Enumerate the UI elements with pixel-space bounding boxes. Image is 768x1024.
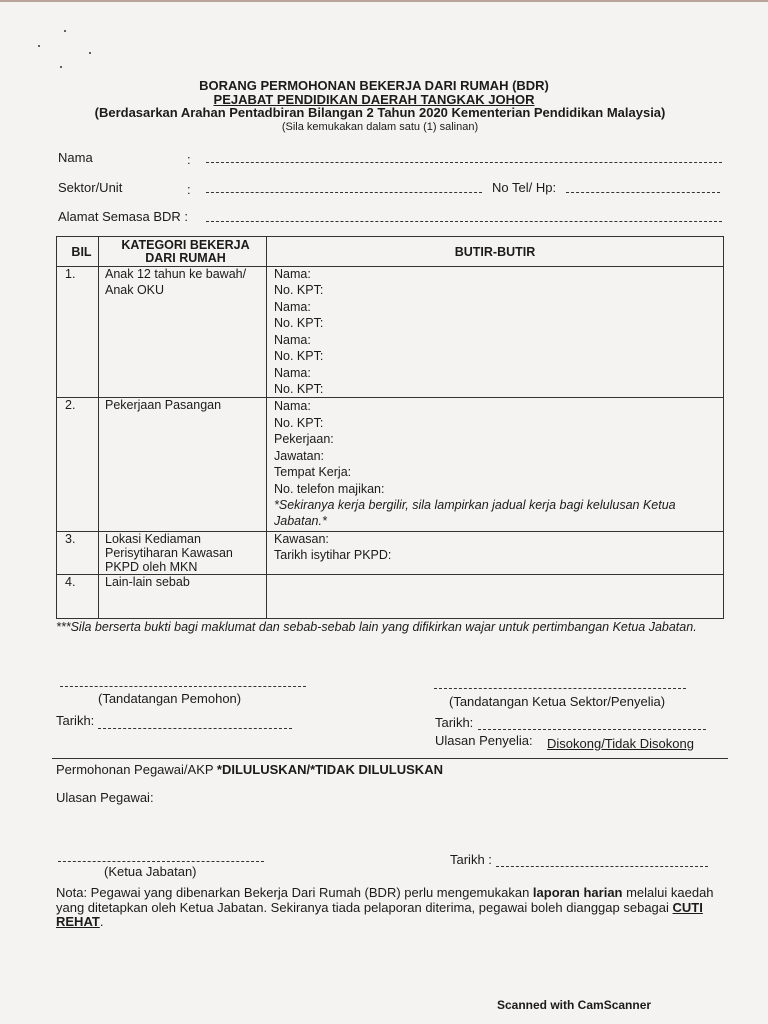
ulasan-penyelia-label: Ulasan Penyelia:: [435, 733, 533, 748]
header-bil: BIL: [57, 237, 99, 267]
table-row: [57, 398, 724, 532]
butir-line: Nama:: [274, 267, 311, 281]
category-text: PKPD oleh MKN: [105, 560, 198, 574]
pemohon-tarikh-label: Tarikh:: [56, 713, 95, 728]
category-text: Pekerjaan Pasangan: [105, 398, 222, 412]
colon: :: [187, 152, 191, 167]
butir-line: Tempat Kerja:: [274, 465, 352, 479]
table-row: [57, 267, 724, 398]
evidence-footnote: ***Sila berserta bukti bagi maklumat dan sebab-sebab lain yang difikirkan wajar untuk pertimbangan Ketua Jabatan.: [56, 620, 697, 634]
row-number: 2.: [57, 398, 99, 532]
nama-field[interactable]: [206, 162, 722, 163]
section-divider: [52, 758, 728, 759]
table-row: [57, 575, 724, 619]
penyelia-tarikh-field[interactable]: [478, 729, 706, 730]
approval-decision[interactable]: *DILULUSKAN/*TIDAK DILULUSKAN: [216, 762, 443, 777]
butir-line: No. telefon majikan:: [274, 481, 385, 496]
table-header-row: [57, 237, 724, 267]
category-text: Perisytiharan Kawasan: [105, 546, 233, 560]
butir-line: No. KPT:: [274, 415, 324, 430]
table-row: [57, 532, 724, 575]
approval-prefix: Permohonan Pegawai/AKP: [56, 762, 217, 777]
butir-cell[interactable]: [267, 575, 724, 619]
butir-line: No. KPT:: [274, 381, 324, 396]
scan-speck: [60, 66, 62, 68]
butir-line: Kawasan:: [274, 532, 329, 546]
butir-line: Jawatan:: [274, 448, 325, 463]
category-text: Anak OKU: [105, 282, 165, 297]
nota-cuti-rehat: CUTI REHAT: [56, 899, 703, 929]
row-number: 1.: [57, 267, 99, 398]
butir-line: Nama:: [274, 300, 311, 314]
penyelia-tarikh-label: Tarikh:: [435, 715, 474, 730]
nota-text: .: [99, 914, 104, 929]
nota-text: melalui kaedah yang ditetapkan oleh Ketua Jabatan. Sekiranya tiada pelaporan diterima, pegawai boleh dianggap sebagai: [56, 885, 714, 915]
approval-statement: [56, 762, 443, 777]
no-tel-label: No Tel/ Hp:: [492, 180, 557, 195]
category-text: Anak 12 tahun ke bawah/: [105, 267, 247, 281]
sektor-label: Sektor/Unit: [58, 180, 123, 195]
nota-paragraph: [56, 886, 732, 930]
rotating-shift-note: *Sekiranya kerja bergilir, sila lampirkan jadual kerja bagi kelulusan Ketua Jabatan.*: [274, 498, 676, 528]
pemohon-signature-line[interactable]: [60, 686, 306, 687]
header-kategori: KATEGORI BEKERJA DARI RUMAH: [99, 237, 267, 267]
form-title: BORANG PERMOHONAN BEKERJA DARI RUMAH (BDR): [199, 78, 549, 93]
category-table: [56, 236, 724, 619]
row-number: 4.: [57, 575, 99, 619]
office-name: PEJABAT PENDIDIKAN DAERAH TANGKAK JOHOR: [213, 92, 535, 107]
no-tel-field[interactable]: [566, 192, 720, 193]
ulasan-pegawai-label: Ulasan Pegawai:: [56, 790, 154, 805]
colon: :: [187, 182, 191, 197]
scan-speck: [64, 30, 66, 32]
butir-line: Nama:: [274, 366, 311, 380]
sektor-field[interactable]: [206, 192, 482, 193]
approval-tarikh-field[interactable]: [496, 866, 708, 867]
butir-line: Nama:: [274, 399, 311, 413]
butir-cell[interactable]: [267, 398, 724, 532]
nota-text: Nota: Pegawai yang dibenarkan Bekerja Dari Rumah (BDR) perlu mengemukakan: [56, 885, 533, 900]
alamat-field[interactable]: [206, 221, 722, 222]
category-text: Lain-lain sebab: [105, 575, 190, 589]
row-number: 3.: [57, 532, 99, 575]
butir-line: No. KPT:: [274, 348, 324, 363]
category-text: Lokasi Kediaman: [105, 532, 201, 546]
ketua-jabatan-signature-line[interactable]: [58, 861, 264, 862]
butir-line: No. KPT:: [274, 315, 324, 330]
nama-label: Nama: [58, 150, 93, 165]
butir-line: Tarikh isytihar PKPD:: [274, 547, 392, 562]
camscanner-watermark: Scanned with CamScanner: [497, 998, 652, 1012]
butir-cell[interactable]: [267, 267, 724, 398]
alamat-label: Alamat Semasa BDR :: [58, 209, 189, 224]
approval-tarikh-label: Tarikh :: [450, 852, 492, 867]
ketua-jabatan-label: (Ketua Jabatan): [104, 864, 197, 879]
pemohon-signature-label: (Tandatangan Pemohon): [98, 691, 242, 706]
ketua-sektor-signature-label: (Tandatangan Ketua Sektor/Penyelia): [449, 694, 666, 709]
butir-line: Nama:: [274, 333, 311, 347]
ketua-sektor-signature-line[interactable]: [434, 688, 686, 689]
butir-line: Pekerjaan:: [274, 432, 334, 446]
directive-reference: (Berdasarkan Arahan Pentadbiran Bilangan 2 Tahun 2020 Kementerian Pendidikan Malaysia): [94, 105, 666, 120]
pemohon-tarikh-field[interactable]: [98, 728, 292, 729]
butir-line: No. KPT:: [274, 282, 324, 297]
header-butir: BUTIR-BUTIR: [267, 237, 724, 267]
copy-instruction: (Sila kemukakan dalam satu (1) salinan): [281, 121, 479, 133]
ulasan-penyelia-value[interactable]: Disokong/Tidak Disokong: [547, 736, 694, 751]
butir-cell[interactable]: [267, 532, 724, 575]
top-scan-edge: [0, 0, 768, 2]
scan-speck: [38, 45, 40, 47]
scan-speck: [89, 52, 91, 54]
nota-bold: laporan harian: [532, 885, 623, 900]
